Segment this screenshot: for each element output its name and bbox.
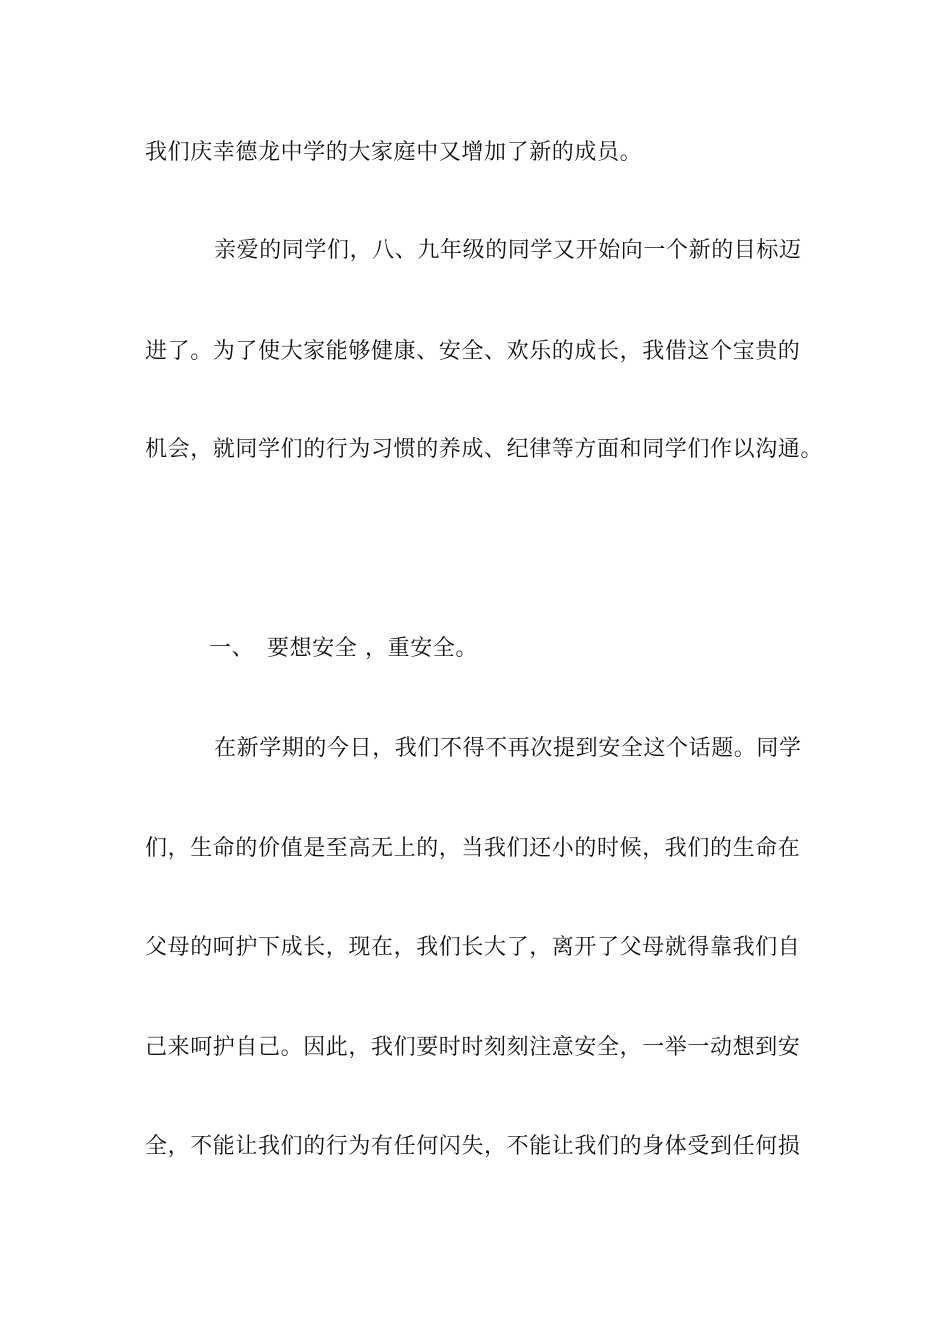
paragraph-line: 机会，就同学们的行为习惯的养成、纪律等方面和同学们作以沟通。 xyxy=(145,437,824,462)
paragraph-line: 进了。为了使大家能够健康、安全、欢乐的成长，我借这个宝贵的 xyxy=(145,339,801,364)
paragraph-line: 我们庆幸德龙中学的大家庭中又增加了新的成员。 xyxy=(145,140,643,165)
section-heading-text: 要想安全 ，重安全。 xyxy=(267,636,478,661)
section-heading-number: 一、 xyxy=(209,636,255,661)
paragraph-line: 全，不能让我们的行为有任何闪失，不能让我们的身体受到任何损 xyxy=(145,1134,801,1159)
paragraph-line: 亲爱的同学们，八、九年级的同学又开始向一个新的目标迈 xyxy=(214,238,802,263)
paragraph-line: 己来呵护自己。因此，我们要时时刻刻注意安全，一举一动想到安 xyxy=(145,1035,801,1060)
paragraph-line: 们，生命的价值是至高无上的，当我们还小的时候，我们的生命在 xyxy=(145,836,801,861)
paragraph-line: 在新学期的今日，我们不得不再次提到安全这个话题。同学 xyxy=(214,736,802,761)
paragraph-line: 父母的呵护下成长，现在，我们长大了，离开了父母就得靠我们自 xyxy=(145,935,801,960)
